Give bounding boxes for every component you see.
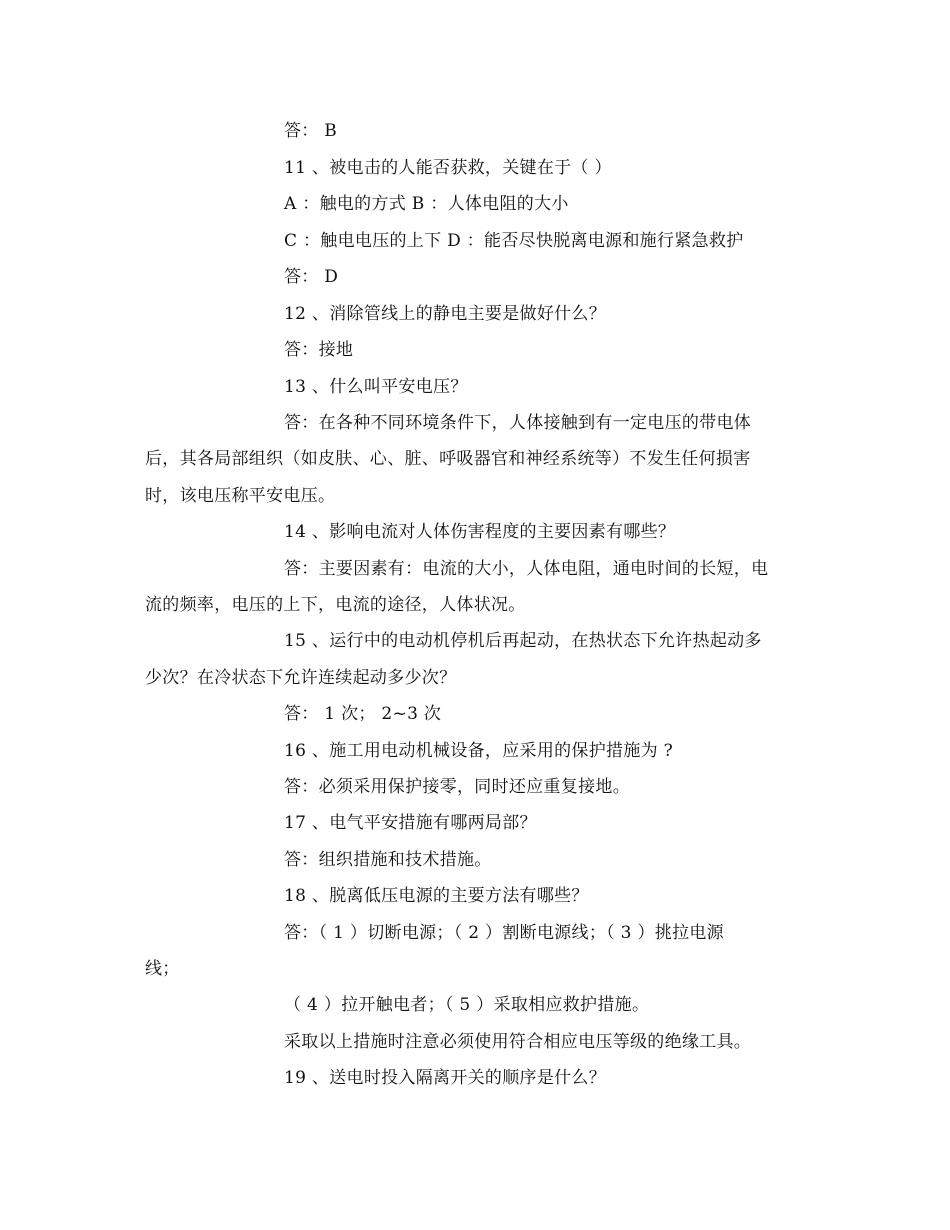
question-17: 17 、电气平安措施有哪两局部？ bbox=[284, 813, 537, 833]
question-16: 16 、施工用电动机械设备，应采用的保护措施为 ? bbox=[284, 741, 674, 761]
question-12: 12 、消除管线上的静电主要是做好什么？ bbox=[284, 304, 607, 324]
answer-12: 答：接地 bbox=[284, 340, 354, 360]
question-14: 14 、影响电流对人体伤害程度的主要因素有哪些？ bbox=[284, 522, 676, 542]
answer-13-line-3: 时，该电压称平安电压。 bbox=[145, 486, 336, 506]
answer-15: 答： 1 次； 2~3 次 bbox=[284, 704, 442, 724]
question-11-options-cd: C ：触电电压的上下 D ：能否尽快脱离电源和施行紧急救护 bbox=[284, 231, 744, 251]
answer-14-line-2: 流的频率，电压的上下，电流的途径，人体状况。 bbox=[145, 595, 526, 615]
answer-17: 答：组织措施和技术措施。 bbox=[284, 850, 492, 870]
question-18: 18 、脱离低压电源的主要方法有哪些？ bbox=[284, 886, 589, 906]
answer-18-note: 采取以上措施时注意必须使用符合相应电压等级的绝缘工具。 bbox=[284, 1032, 752, 1052]
answer-11: 答： D bbox=[284, 267, 339, 287]
question-15-line-1: 15 、运行中的电动机停机后再起动，在热状态下允许热起动多 bbox=[284, 631, 762, 651]
question-15-line-2: 少次？在冷状态下允许连续起动多少次？ bbox=[145, 668, 457, 688]
answer-14-line-1: 答：主要因素有：电流的大小，人体电阻，通电时间的长短，电 bbox=[284, 559, 769, 579]
answer-18-line-1: 答：（ 1 ）切断电源；（ 2 ）割断电源线；（ 3 ）挑拉电源 bbox=[284, 923, 724, 943]
answer-13-line-1: 答：在各种不同环境条件下，人体接触到有一定电压的带电体 bbox=[284, 413, 752, 433]
answer-18-line-3: （ 4 ）拉开触电者；（ 5 ）采取相应救护措施。 bbox=[284, 995, 650, 1015]
answer-13-line-2: 后，其各局部组织（如皮肤、心、脏、呼吸器官和神经系统等）不发生任何损害 bbox=[145, 449, 751, 469]
question-11: 11 、被电击的人能否获救，关键在于（ ） bbox=[284, 158, 612, 178]
question-13: 13 、什么叫平安电压？ bbox=[284, 377, 468, 397]
answer-16: 答：必须采用保护接零，同时还应重复接地。 bbox=[284, 777, 630, 797]
answer-10: 答： B bbox=[284, 121, 338, 141]
question-19: 19 、送电时投入隔离开关的顺序是什么？ bbox=[284, 1068, 607, 1088]
answer-18-line-2: 线； bbox=[145, 959, 180, 979]
question-11-options-ab: A ：触电的方式 B ：人体电阻的大小 bbox=[284, 194, 569, 214]
